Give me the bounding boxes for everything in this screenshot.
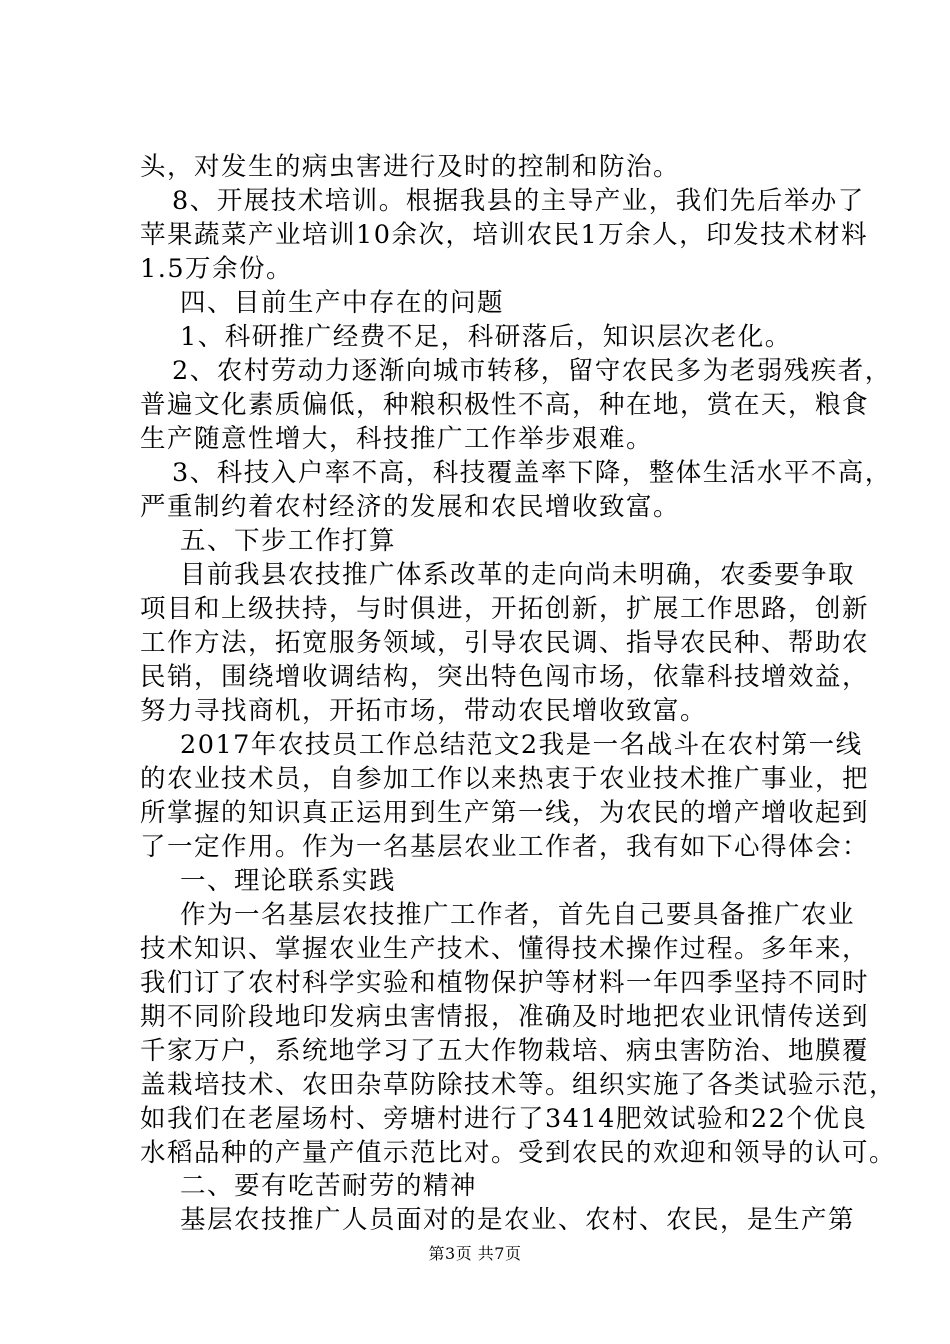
text-line: 项目和上级扶持，与时俱进，开拓创新，扩展工作思路，创新 [140, 594, 870, 624]
text-line: 头，对发生的病虫害进行及时的控制和防治。 [140, 152, 681, 182]
text-line: 目前我县农技推广体系改革的走向尚未明确，农委要争取 [180, 560, 856, 590]
text-line: 了一定作用。作为一名基层农业工作者，我有如下心得体会： [140, 832, 870, 862]
text-line: 8、开展技术培训。根据我县的主导产业，我们先后举办了 [172, 186, 865, 216]
text-line: 的农业技术员，自参加工作以来热衷于农业技术推广事业，把 [140, 764, 870, 794]
text-line: 作为一名基层农技推广工作者，首先自己要具备推广农业 [180, 900, 856, 930]
page-footer: 第3页 共7页 [428, 1244, 522, 1263]
text-line: 民销，围绕增收调结构，突出特色闯市场，依靠科技增效益， [140, 662, 870, 692]
text-line: 期不同阶段地印发病虫害情报，准确及时地把农业讯情传送到 [140, 1002, 870, 1032]
text-line: 3、科技入户率不高，科技覆盖率下降，整体生活水平不高， [172, 458, 892, 488]
text-line: 如我们在老屋场村、旁塘村进行了3414肥效试验和22个优良 [140, 1104, 868, 1134]
text-line: 努力寻找商机，开拓市场，带动农民增收致富。 [140, 696, 708, 726]
text-line: 一、理论联系实践 [180, 866, 397, 896]
text-line: 四、目前生产中存在的问题 [180, 288, 505, 318]
text-line: 苹果蔬菜产业培训10余次，培训农民1万余人，印发技术材料 [140, 220, 869, 250]
text-line: 我们订了农村科学实验和植物保护等材料一年四季坚持不同时 [140, 968, 870, 998]
text-line: 五、下步工作打算 [180, 526, 397, 556]
text-line: 技术知识、掌握农业生产技术、懂得技术操作过程。多年来， [140, 934, 870, 964]
text-line: 盖栽培技术、农田杂草防除技术等。组织实施了各类试验示范， [140, 1070, 897, 1100]
text-line: 千家万户，系统地学习了五大作物栽培、病虫害防治、地膜覆 [140, 1036, 870, 1066]
text-line: 基层农技推广人员面对的是农业、农村、农民，是生产第 [180, 1205, 856, 1235]
text-line: 普遍文化素质偏低，种粮积极性不高，种在地，赏在天，粮食 [140, 390, 870, 420]
text-line: 1、科研推广经费不足，科研落后，知识层次老化。 [180, 322, 792, 352]
text-line: 严重制约着农村经济的发展和农民增收致富。 [140, 492, 681, 522]
text-line: 二、要有吃苦耐劳的精神 [180, 1171, 478, 1201]
text-line: 1.5万余份。 [140, 254, 294, 284]
text-line: 工作方法，拓宽服务领域，引导农民调、指导农民种、帮助农 [140, 628, 870, 658]
text-line: 生产随意性增大，科技推广工作举步艰难。 [140, 424, 654, 454]
text-line: 2、农村劳动力逐渐向城市转移，留守农民多为老弱残疾者， [172, 356, 892, 386]
text-line: 2017年农技员工作总结范文2我是一名战斗在农村第一线 [180, 730, 863, 760]
text-line: 水稻品种的产量产值示范比对。受到农民的欢迎和领导的认可。 [140, 1138, 897, 1168]
text-line: 所掌握的知识真正运用到生产第一线，为农民的增产增收起到 [140, 798, 870, 828]
